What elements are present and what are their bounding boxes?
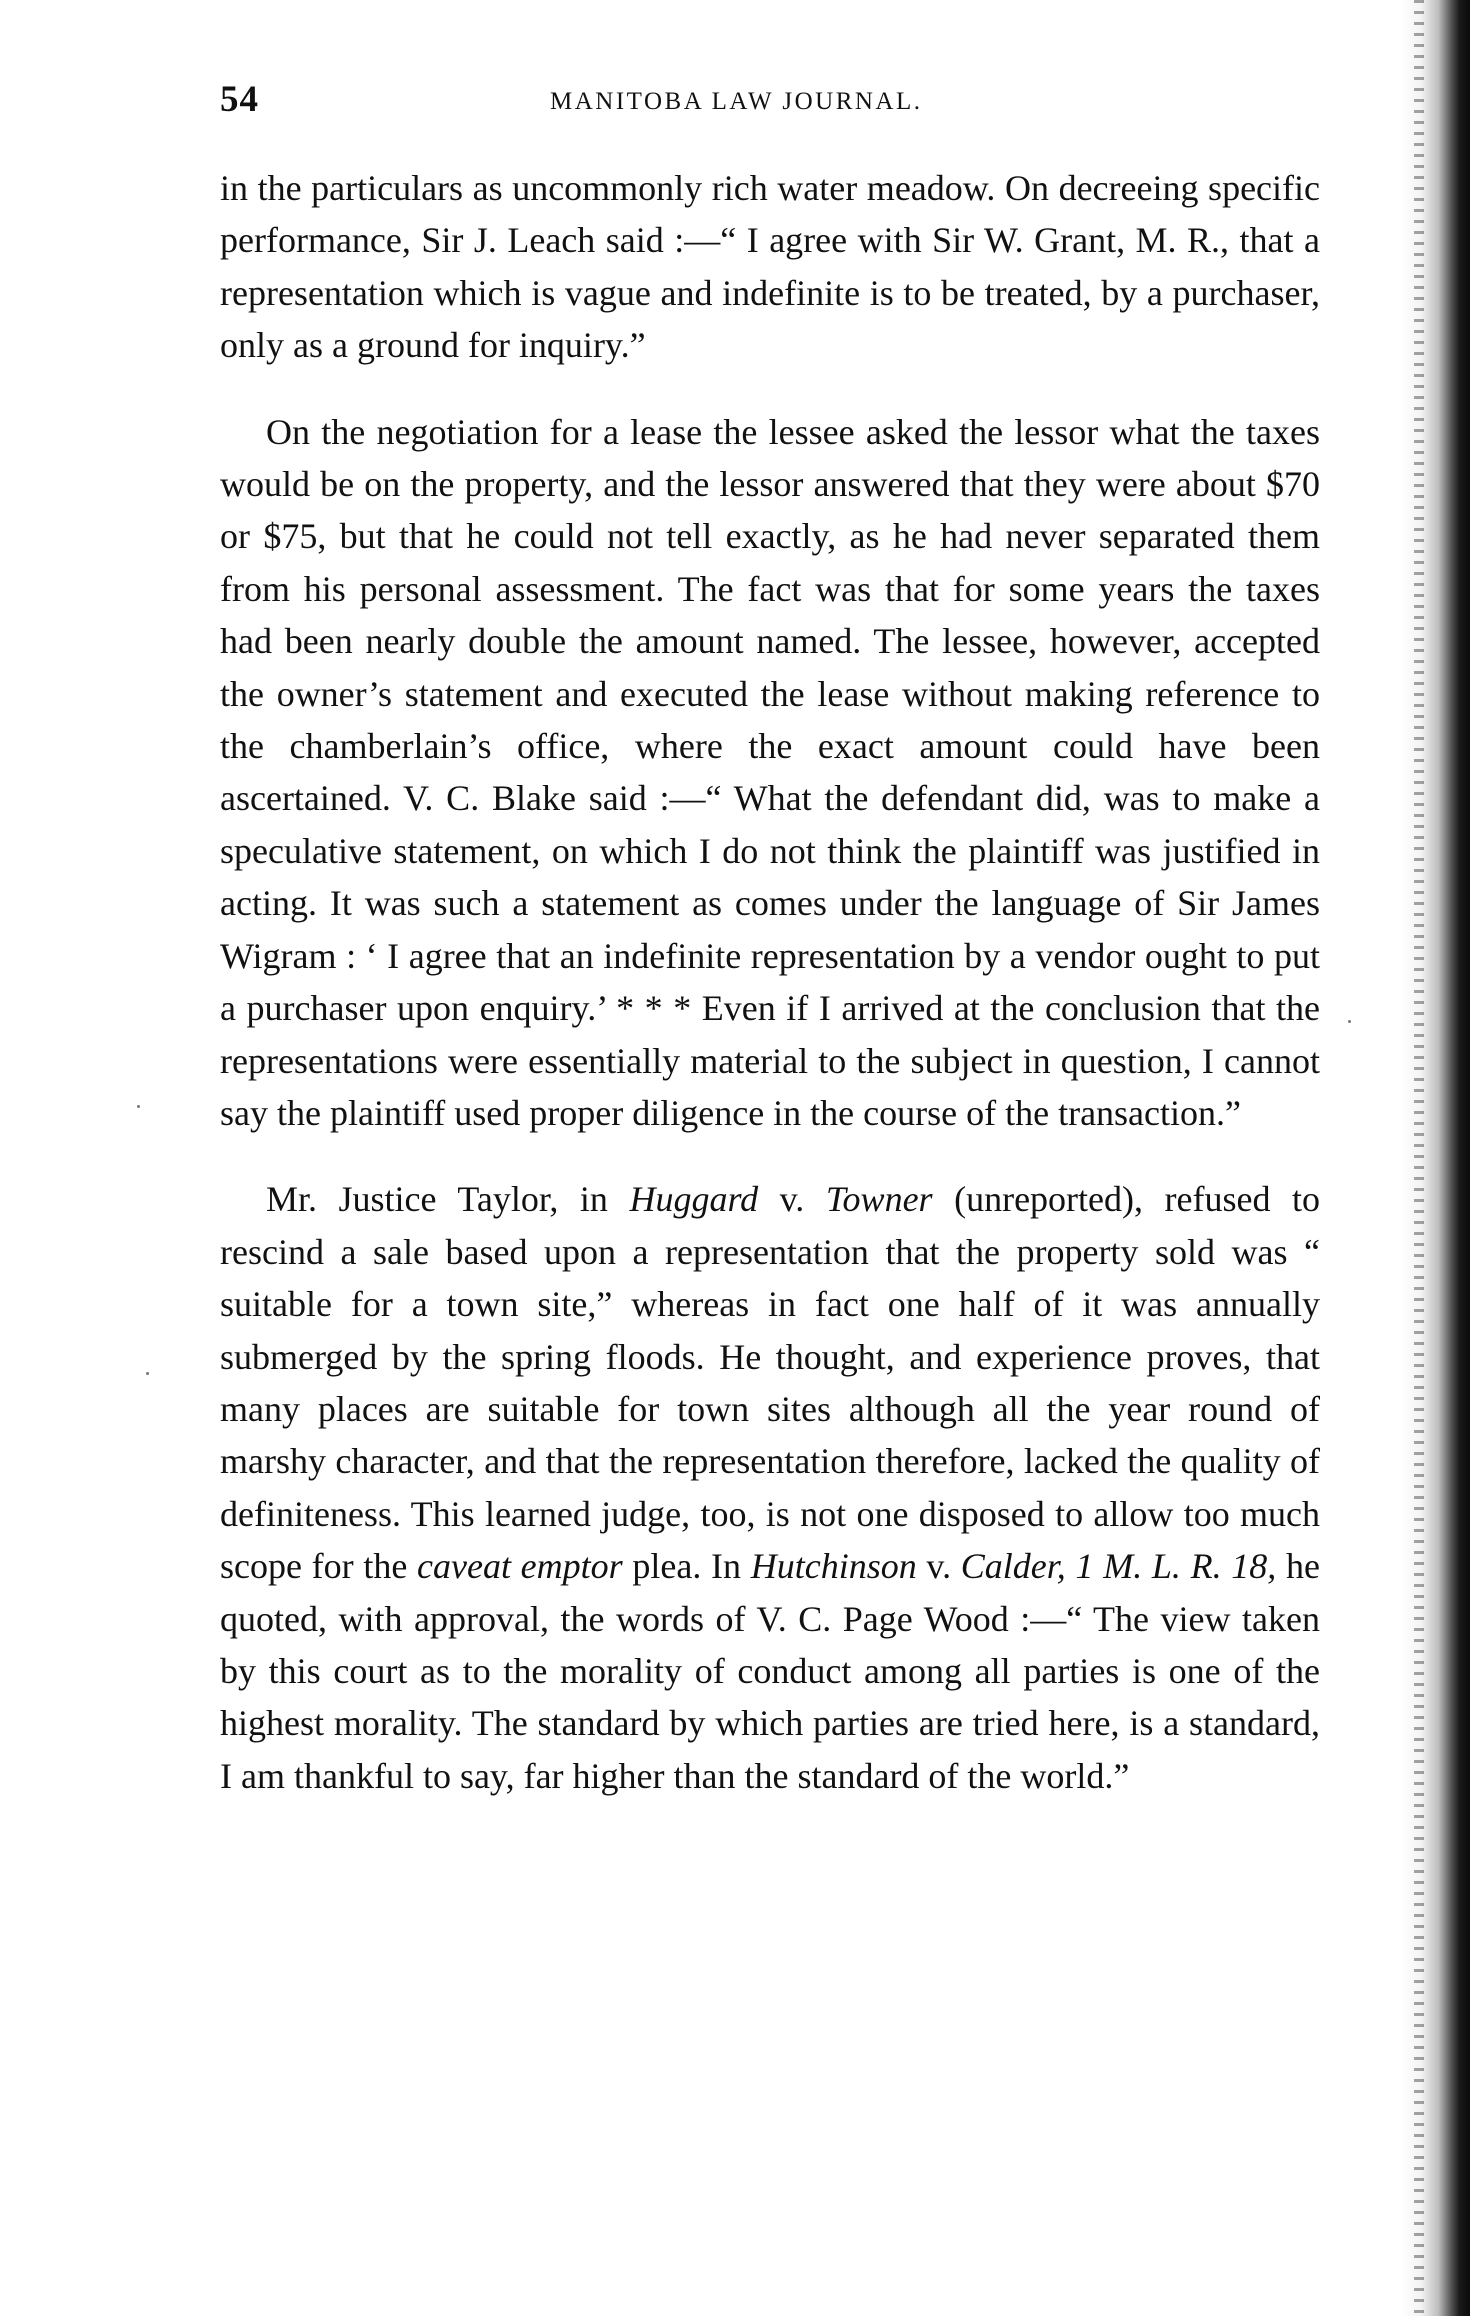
page-binding-edge xyxy=(1400,0,1470,2316)
italic-text-run: caveat emptor xyxy=(417,1546,623,1587)
scan-speck xyxy=(146,1372,149,1375)
italic-text-run: Huggard xyxy=(629,1179,759,1220)
text-run: v. xyxy=(916,1546,961,1587)
text-run: plea. In xyxy=(622,1546,751,1587)
paragraph-2 xyxy=(220,406,1320,1140)
text-run: he quoted, with approval, the words of V. C. Page Wood :—“ The view taken by this court as to the morality of conduct among all parties is one of the highest morality. The standard by which parties are tried here, is a standard, I am thankful to say, far higher than the standard of the world.” xyxy=(220,1546,1320,1796)
paragraph-1 xyxy=(220,162,1320,372)
running-title: MANITOBA LAW JOURNAL. xyxy=(550,88,923,115)
page-number: 54 xyxy=(220,79,259,120)
page-header xyxy=(220,78,1320,128)
italic-text-run: Towner xyxy=(825,1179,933,1220)
body-text xyxy=(220,162,1320,1802)
binding-shadow-texture xyxy=(1414,0,1424,2316)
scan-speck xyxy=(1348,1020,1351,1023)
scan-speck xyxy=(137,1105,140,1108)
text-run: On the negotiation for a lease the lessee asked the lessor what the taxes would be on the property, and the lessor answered that they were about $70 or $75, but that he could not tell exactly, as he had never separated them from his personal assessment. The fact was that for some years the taxes had been nearly double the amount named. The lessee, however, accepted the owner’s statement and executed the lease without making reference to the chamberlain’s office, where the exact amount could have been ascertained. V. C. Blake said :—“ What the defendant did, was to make a speculative statement, on which I do not think the plaintiff was justified in acting. It was such a statement as comes under the language of Sir James Wigram : ‘ I agree that an indefinite representation by a vendor ought to put a purchaser upon enquiry.’ * * * Even if I arrived at the conclusion that the representations were essentially material to the subject in question, I cannot say the plaintiff used proper diligence in the course of the transaction.” xyxy=(220,411,1320,1133)
text-run: Mr. Justice Taylor, in xyxy=(266,1179,630,1220)
italic-text-run: Hutchinson xyxy=(750,1546,917,1587)
italic-text-run: Calder, 1 M. L. R. 18, xyxy=(960,1546,1277,1587)
text-run: in the particulars as uncommonly rich water meadow. On decreeing specific performance, Sir J. Leach said :—“ I agree with Sir W. Grant, M. R., that a representation which is vague and indefinite is to be treated, by a purchaser, only as a ground for inquiry.” xyxy=(220,168,1320,366)
text-run: (unreported), refused to rescind a sale based upon a representation that the property sold was “ suitable for a town site,” whereas in fact one half of it was annually submerged by the spring floods. He thought, and experience proves, that many places are suitable for town sites although all the year round of marshy character, and that the representation therefore, lacked the quality of definiteness. This learned judge, too, is not one disposed to allow too much scope for the xyxy=(220,1179,1320,1587)
paragraph-3 xyxy=(220,1173,1320,1802)
text-run: v. xyxy=(758,1179,826,1220)
